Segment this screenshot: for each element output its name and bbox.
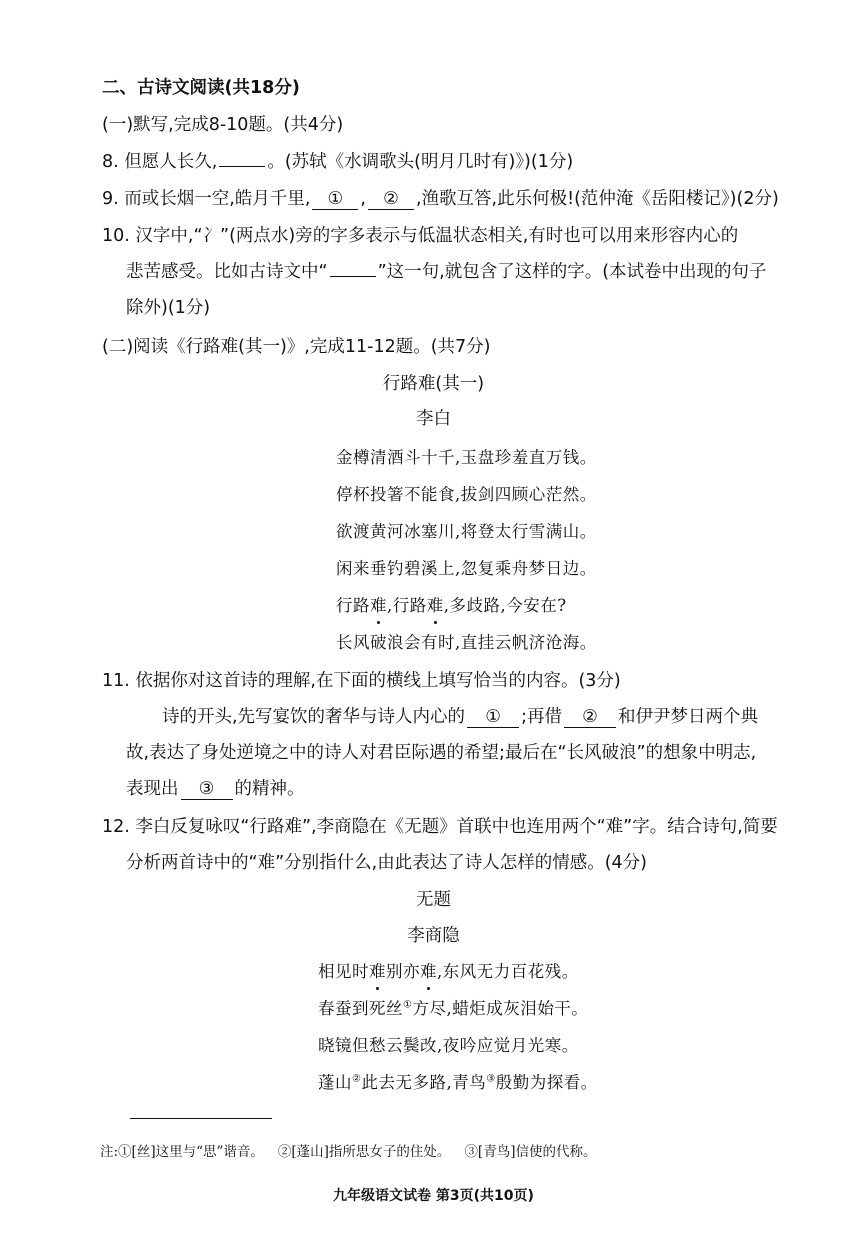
footnote-1: 注:①[丝]这里与“思”谐音。 <box>100 1144 264 1160</box>
part1-heading: (一)默写,完成8-10题。(共4分) <box>102 115 344 135</box>
q11-line-2 <box>162 705 758 729</box>
q8-text-post: 。(苏轼《水调歌头(明月几时有)》)(1分) <box>267 152 574 172</box>
poem2-line-2-part-b: 方尽,蜡炬成灰泪始干。 <box>412 999 589 1018</box>
poem1-line-5-part-e: ,多歧路,今安在? <box>443 596 567 615</box>
poem1-line-4: 闲来垂钓碧溪上,忽复乘舟梦日边。 <box>336 559 597 578</box>
poem2-line-1-part-a: 相见时 <box>318 962 369 981</box>
q10-line-1: 10. 汉字中,“冫”(两点水)旁的字多表示与低温状态相关,有时也可以用来形容内心的 <box>102 226 739 246</box>
q12-line-2: 分析两首诗中的“难”分别指什么,由此表达了诗人怎样的情感。(4分) <box>126 853 647 873</box>
poem1-line-3: 欲渡黄河冰塞川,将登太行雪满山。 <box>336 522 597 541</box>
footnote-3: ③[青鸟]信使的代称。 <box>464 1144 597 1160</box>
footnote-ref-1: ① <box>403 999 413 1011</box>
poem1-author: 李白 <box>416 409 451 429</box>
page-footer: 九年级语文试卷 第3页(共10页) <box>333 1188 534 1204</box>
q9-blank-1: ① <box>312 189 358 210</box>
q11-blank-3: ③ <box>181 779 233 800</box>
poem2-line-4 <box>318 1071 598 1095</box>
poem2-line-3: 晓镜但愁云鬓改,夜吟应觉月光寒。 <box>318 1036 579 1055</box>
emphasis-char-nan: 难 <box>420 960 437 984</box>
poem2-line-4-part-a: 蓬山 <box>318 1073 352 1092</box>
poem2-author: 李商隐 <box>407 926 460 946</box>
q11-text-pre: 诗的开头,先写宴饮的奢华与诗人内心的 <box>162 707 466 727</box>
poem2-line-2 <box>318 997 588 1021</box>
poem2-line-4-part-b: 此去无多路,青鸟 <box>361 1073 487 1092</box>
poem1-title: 行路难(其一) <box>382 374 485 394</box>
q11-text-mid: ;再借 <box>521 707 562 727</box>
q11-line-4 <box>126 777 305 801</box>
q10-line-2 <box>126 260 767 284</box>
q12-line-1: 12. 李白反复咏叹“行路难”,李商隐在《无题》首联中也连用两个“难”字。结合诗句,简要 <box>102 817 778 837</box>
poem2-line-1-part-e: ,东风无力百花残。 <box>437 962 579 981</box>
q11-blank-2: ② <box>564 707 616 728</box>
poem1-line-5 <box>336 594 567 618</box>
footnote-2: ②[蓬山]指所思女子的住处。 <box>277 1144 451 1160</box>
poem2-line-2-part-a: 春蚕到死丝 <box>318 999 403 1018</box>
question-8 <box>102 150 573 174</box>
emphasis-char-nan: 难 <box>427 594 444 618</box>
q10-line-3: 除外)(1分) <box>126 298 211 318</box>
poem1-line-2: 停杯投箸不能食,拔剑四顾心茫然。 <box>336 485 597 504</box>
q9-blank-2: ② <box>368 189 414 210</box>
footnote-ref-2: ② <box>352 1073 362 1085</box>
q10-answer-blank <box>330 276 376 277</box>
poem1-line-6: 长风破浪会有时,直挂云帆济沧海。 <box>336 633 597 652</box>
q11-text-post: 和伊尹梦日两个典 <box>617 707 758 727</box>
q11-line-1: 11. 依据你对这首诗的理解,在下面的横线上填写恰当的内容。(3分) <box>102 671 621 691</box>
q9-separator: , <box>360 189 366 209</box>
q11-text-pre-3: 表现出 <box>126 779 179 799</box>
poem1-line-5-part-c: ,行路 <box>387 596 427 615</box>
poem2-line-1-part-c: 别亦 <box>386 962 420 981</box>
q11-line-3: 故,表达了身处逆境之中的诗人对君臣际遇的希望;最后在“长风破浪”的想象中明志, <box>126 743 757 763</box>
emphasis-char-nan: 难 <box>369 960 386 984</box>
footnote-ref-3: ③ <box>486 1073 496 1085</box>
part2-heading: (二)阅读《行路难(其一)》,完成11-12题。(共7分) <box>102 337 491 357</box>
q11-blank-1: ① <box>467 707 519 728</box>
q9-text-pre: 9. 而或长烟一空,皓月千里, <box>102 189 311 209</box>
poem2-line-1 <box>318 960 579 984</box>
q10-text-post: ”这一句,就包含了这样的字。(本试卷中出现的句子 <box>377 262 767 282</box>
poem1-line-1: 金樽清酒斗十千,玉盘珍羞直万钱。 <box>336 448 597 467</box>
question-9 <box>102 187 779 211</box>
section-title: 二、古诗文阅读(共18分) <box>102 78 300 98</box>
emphasis-char-nan: 难 <box>370 594 387 618</box>
q10-text-pre: 悲苦感受。比如古诗文中“ <box>126 262 328 282</box>
footnote-divider <box>130 1118 272 1119</box>
q9-text-post: ,渔歌互答,此乐何极!(范仲淹《岳阳楼记》)(2分) <box>415 189 779 209</box>
footnotes <box>100 1142 610 1162</box>
poem2-title: 无题 <box>416 890 451 910</box>
q8-answer-blank <box>219 166 265 167</box>
poem2-line-4-part-c: 殷勤为探看。 <box>495 1073 598 1092</box>
q11-text-post-3: 的精神。 <box>234 779 305 799</box>
poem1-line-5-part-a: 行路 <box>336 596 370 615</box>
q8-text-pre: 8. 但愿人长久, <box>102 152 218 172</box>
